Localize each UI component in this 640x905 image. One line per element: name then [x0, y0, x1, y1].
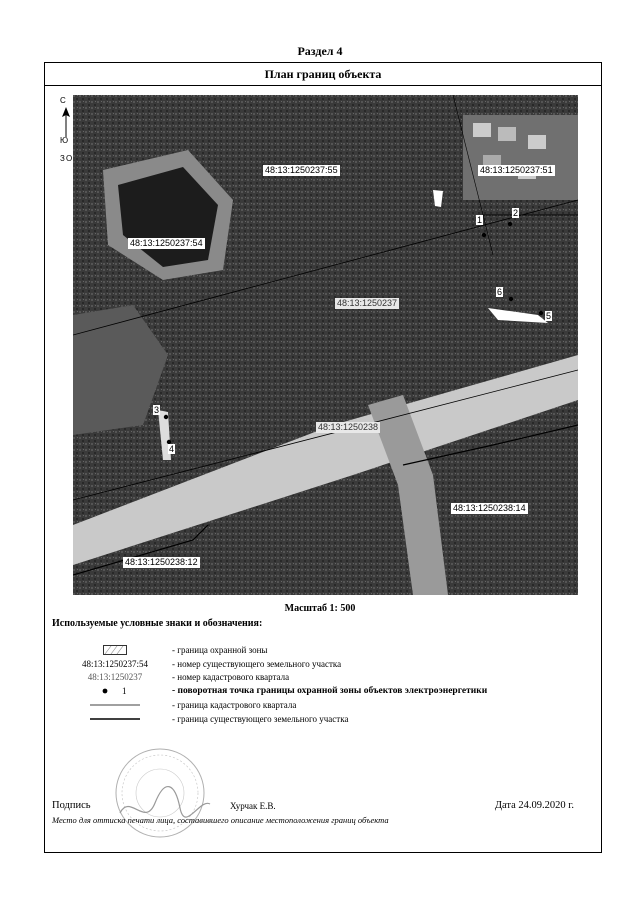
quarter-label: 48:13:1250238: [318, 422, 379, 432]
arrow-up-icon: [62, 107, 70, 137]
hatched-box-icon: [60, 643, 170, 657]
legend-symbol-text: 48:13:1250237: [87, 672, 143, 682]
parcel-label: 48:13:1250238:12: [125, 557, 198, 567]
compass-south-label: Ю: [60, 136, 69, 145]
legend-title: Используемые условные знаки и обозначения:: [52, 618, 263, 629]
turning-point-1: [482, 233, 486, 237]
legend-item-turning-point: [60, 684, 580, 698]
signer-name: Хурчак Е.В.: [230, 801, 276, 811]
legend-point-number: 1: [122, 686, 127, 696]
thick-line-icon: [60, 712, 170, 726]
scale-label: Масштаб 1: 500: [284, 603, 356, 614]
north-arrow: [58, 96, 74, 166]
point-label: 6: [497, 287, 503, 297]
legend-desc: - граница кадастрового квартала: [172, 700, 297, 710]
plan-title: План границ объекта: [45, 63, 601, 86]
point-label: 3: [154, 405, 160, 415]
parcel-label: 48:13:1250237:55: [265, 165, 338, 175]
legend-symbol-text: 48:13:1250237:54: [81, 659, 148, 669]
thin-line-icon: [60, 698, 170, 712]
legend-desc: - граница существующего земельного участка: [172, 714, 349, 724]
quarter-label: 48:13:1250237: [337, 298, 398, 308]
compass-east-label: О: [66, 154, 73, 163]
point-label: 5: [546, 311, 552, 321]
point-label: 4: [169, 444, 175, 454]
point-label: 1: [477, 215, 483, 225]
point-label: 2: [513, 208, 519, 218]
section-heading: Раздел 4: [297, 44, 343, 58]
legend-desc: - поворотная точка границы охранной зоны объектов электроэнергетики: [172, 686, 488, 696]
turning-point-6: [509, 297, 513, 301]
turning-point-3: [164, 415, 168, 419]
legend-desc: - граница охранной зоны: [172, 645, 268, 655]
signature-block: [52, 798, 592, 838]
legend-desc: - номер кадастрового квартала: [172, 672, 290, 682]
signature-label: Подпись: [52, 800, 91, 811]
signature-date: Дата 24.09.2020 г.: [494, 800, 574, 811]
legend-item-quarter-number: [60, 670, 580, 684]
legend-item-quarter-boundary: [60, 698, 580, 712]
parcel-label: 48:13:1250237:51: [480, 165, 553, 175]
legend-item-parcel-number: [60, 657, 580, 671]
turning-point-2: [508, 222, 512, 226]
compass-west-label: З: [60, 154, 65, 163]
legend-desc: - номер существующего земельного участка: [172, 659, 342, 669]
parcel-label: 48:13:1250237:54: [130, 238, 203, 248]
aerial-map: [73, 95, 578, 595]
compass-north-label: С: [60, 96, 66, 105]
dot-icon: [95, 684, 135, 698]
parcel-label: 48:13:1250238:14: [453, 503, 526, 513]
legend-item-protection-zone: [60, 643, 580, 657]
legend-item-parcel-boundary: [60, 712, 580, 726]
turning-point-5: [539, 311, 543, 315]
stamp-note: Место для оттиска печати лица, составившего описание местоположения границ объекта: [52, 815, 389, 825]
